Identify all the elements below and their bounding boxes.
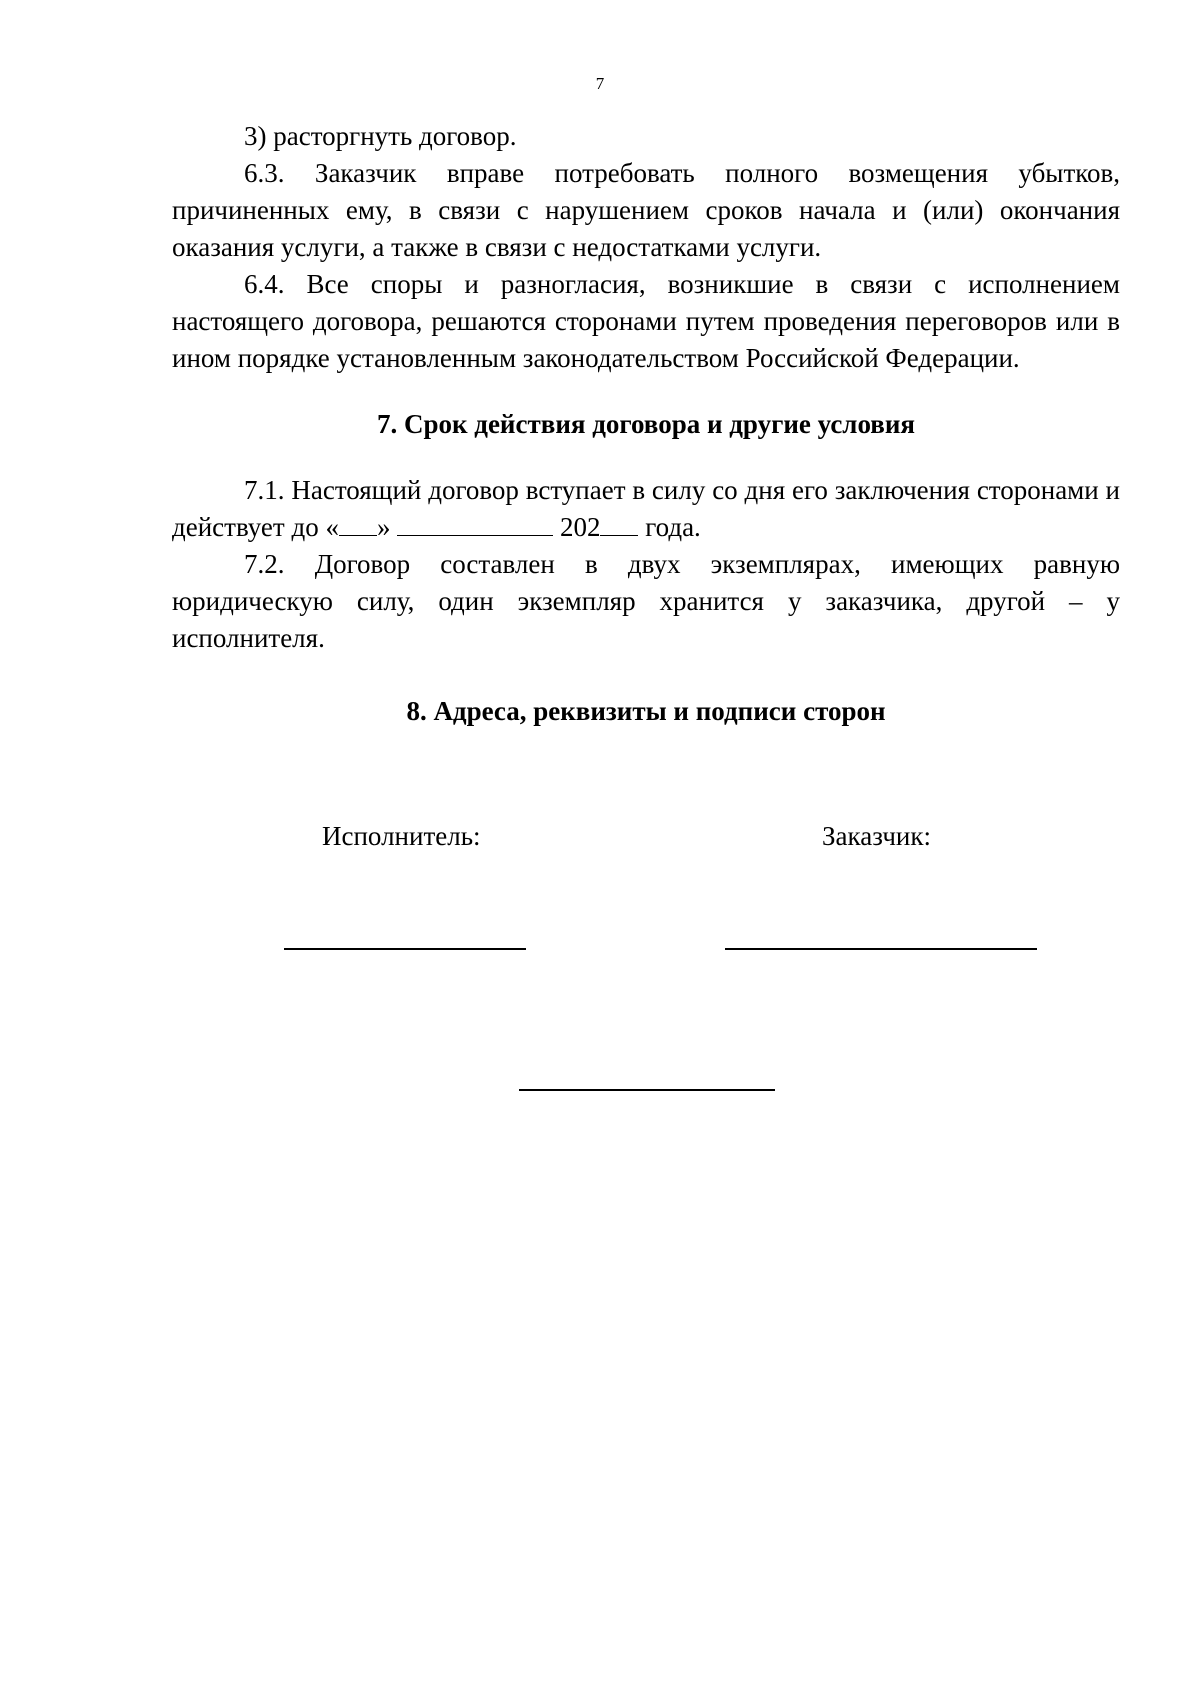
executor-label: Исполнитель:: [322, 821, 481, 851]
page-number: 7: [595, 74, 605, 93]
paragraph-6-3: [172, 155, 1120, 266]
paragraph-number: 6.4.: [244, 269, 285, 299]
month-blank: [397, 509, 553, 536]
paragraph-number: 7.2.: [244, 549, 285, 579]
paragraph-number: 7.1.: [244, 475, 285, 505]
paragraph-7-1: [172, 472, 1120, 546]
paragraph-6-2-3: 3) расторгнуть договор.: [244, 121, 517, 151]
paragraph-6-4: [172, 266, 1120, 377]
document-body: [172, 118, 1120, 730]
year-suffix: года.: [645, 512, 701, 542]
executor-signature-line: [284, 948, 526, 950]
section-7-heading: 7. Срок действия договора и другие условия: [376, 409, 916, 439]
paragraph-number: 6.3.: [244, 158, 285, 188]
year-blank: [600, 509, 638, 536]
signature-line: [519, 1089, 775, 1091]
quote-close: »: [376, 512, 391, 542]
day-blank: [339, 509, 377, 536]
parties-row: [0, 818, 1200, 858]
paragraph-text: Настоящий договор вступает в силу со дня его заключения сторонами и действует до «: [172, 475, 1121, 542]
paragraph-text: Все споры и разногласия, возникшие в связи с исполнением настоящего договора, решаются сторонами путем проведения переговоров или в ином порядке установленным законодательством Российской Федерации.: [172, 269, 1120, 373]
year-prefix: 202: [559, 512, 601, 542]
section-8-heading: 8. Адреса, реквизиты и подписи сторон: [406, 696, 886, 726]
paragraph-7-2: [172, 546, 1120, 657]
customer-label: Заказчик:: [822, 821, 931, 851]
customer-signature-line: [725, 948, 1037, 950]
paragraph-text: Заказчик вправе потребовать полного возмещения убытков, причиненных ему, в связи с нарушением сроков начала и (или) окончания оказания услуги, а также в связи с недостатками услуги.: [172, 158, 1120, 262]
paragraph-text: Договор составлен в двух экземплярах, имеющих равную юридическую силу, один экземпляр хранится у заказчика, другой – у исполнителя.: [172, 549, 1120, 653]
